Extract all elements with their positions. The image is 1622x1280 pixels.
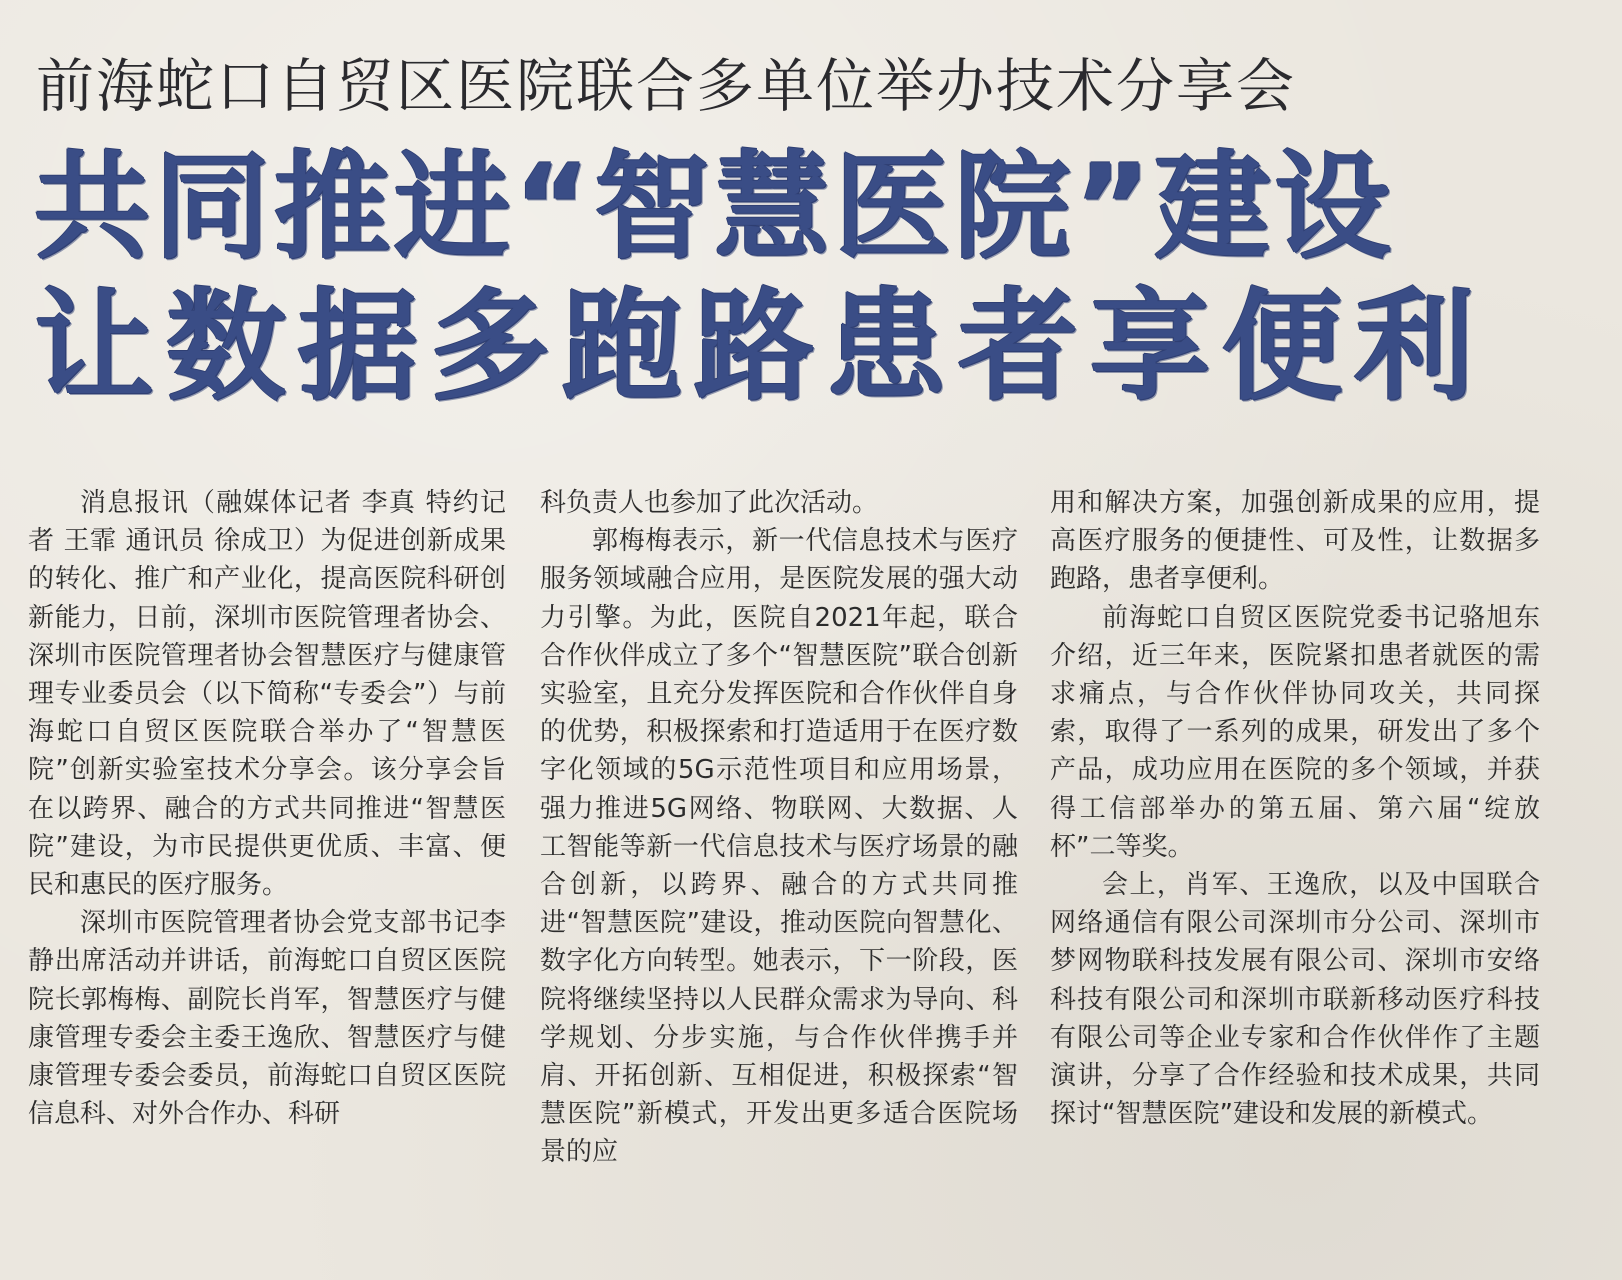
- paragraph: 消息报讯（融媒体记者 李真 特约记者 王霏 通讯员 徐成卫）为促进创新成果的转化、推广和产业化，提高医院科研创新能力，日前，深圳市医院管理者协会、深圳市医院管理者协会智慧医疗与健康管理专业委员会（以下简称“专委会”）与前海蛇口自贸区医院联合举办了“智慧医院”创新实验室技术分享会。该分享会旨在以跨界、融合的方式共同推进“智慧医院”建设，为市民提供更优质、丰富、便民和惠民的医疗服务。: [28, 488, 506, 901]
- paragraph: 会上，肖军、王逸欣，以及中国联合网络通信有限公司深圳市分公司、深圳市梦网物联科技发展有限公司、深圳市安络科技有限公司和深圳市联新移动医疗科技有限公司等企业专家和合作伙伴作了主题演讲，分享了合作经验和技术成果，共同探讨“智慧医院”建设和发展的新模式。: [1050, 870, 1540, 1130]
- paragraph-continuation: 科负责人也参加了此次活动。: [540, 488, 879, 518]
- headline-line-2: 让数据多跑路患者享便利: [34, 278, 1486, 417]
- body-column-1: [28, 484, 506, 1244]
- article-kicker: 前海蛇口自贸区医院联合多单位举办技术分享会: [36, 52, 1297, 120]
- headline-line-1: 共同推进“智慧医院”建设: [34, 140, 1395, 275]
- body-column-3: [1050, 484, 1540, 1244]
- paragraph-continuation: 用和解决方案，加强创新成果的应用，提高医疗服务的便捷性、可及性，让数据多跑路，患者享便利。: [1050, 488, 1540, 595]
- body-column-2: [540, 484, 1018, 1244]
- paragraph: 前海蛇口自贸区医院党委书记骆旭东介绍，近三年来，医院紧扣患者就医的需求痛点，与合作伙伴协同攻关，共同探索，取得了一系列的成果，研发出了多个产品，成功应用在医院的多个领域，并获得工信部举办的第五届、第六届“绽放杯”二等奖。: [1050, 602, 1540, 862]
- paragraph: 深圳市医院管理者协会党支部书记李静出席活动并讲话，前海蛇口自贸区医院院长郭梅梅、副院长肖军，智慧医疗与健康管理专委会主委王逸欣、智慧医疗与健康管理专委会委员，前海蛇口自贸区医院信息科、对外合作办、科研: [28, 908, 506, 1130]
- paragraph: 郭梅梅表示，新一代信息技术与医疗服务领域融合应用，是医院发展的强大动力引擎。为此，医院自2021年起，联合合作伙伴成立了多个“智慧医院”联合创新实验室，且充分发挥医院和合作伙伴自身的优势，积极探索和打造适用于在医疗数字化领域的5G示范性项目和应用场景，强力推进5G网络、物联网、大数据、人工智能等新一代信息技术与医疗场景的融合创新，以跨界、融合的方式共同推进“智慧医院”建设，推动医院向智慧化、数字化方向转型。她表示，下一阶段，医院将继续坚持以人民群众需求为导向、科学规划、分步实施，与合作伙伴携手并肩、开拓创新、互相促进，积极探索“智慧医院”新模式，开发出更多适合医院场景的应: [540, 526, 1018, 1168]
